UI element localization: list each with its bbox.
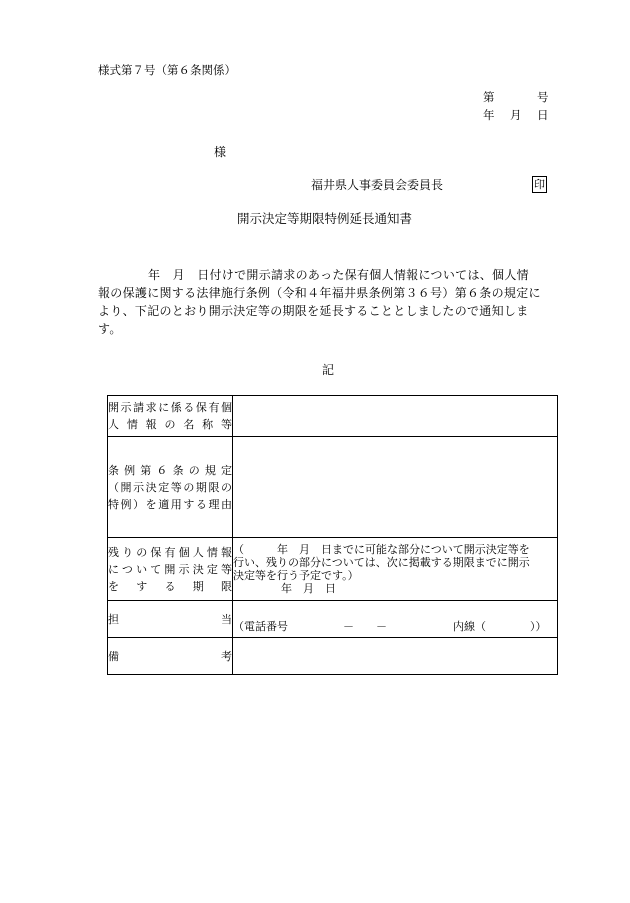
- document-number-label: 第: [483, 90, 495, 104]
- ki-heading: 記: [322, 363, 335, 377]
- date-day: 日: [537, 108, 549, 122]
- remarks-value[interactable]: [233, 638, 558, 675]
- document-number-suffix: 号: [537, 90, 549, 104]
- row-label-contact: 担 当: [108, 601, 233, 638]
- row-label-deadline: 残りの保有個人情報 について開示決定等 を す る 期 限: [108, 538, 233, 601]
- notice-body-line: 年 月 日付けで開示請求のあった保有個人情報については、個人情: [148, 268, 529, 282]
- phone-line: （電話番号 － － 内線（ ））: [233, 619, 547, 633]
- table-row: [108, 538, 558, 601]
- target-info-value[interactable]: [233, 396, 558, 437]
- notice-body-line: 報の保護に関する法律施行条例（令和４年福井県条例第３６号）第６条の規定に: [98, 286, 541, 300]
- table-row: [108, 638, 558, 675]
- notice-body-line: より、下記のとおり開示決定等の期限を延長することとしましたので通知しま: [98, 304, 529, 318]
- details-table: [107, 395, 558, 675]
- seal-mark: 印: [532, 176, 547, 193]
- notice-body: [98, 266, 560, 338]
- sender-title: 福井県人事委員会委員長: [311, 178, 444, 192]
- deadline-value[interactable]: [233, 538, 558, 601]
- contact-value[interactable]: [233, 601, 558, 638]
- notice-title: 開示決定等期限特例延長通知書: [237, 211, 413, 226]
- row-label-reason: 条 例 第 ６ 条 の 規 定 （開示決定等の期限の 特例）を適用する理由: [108, 437, 233, 538]
- table-row: [108, 601, 558, 638]
- table-row: [108, 396, 558, 437]
- date-month: 月: [510, 108, 522, 122]
- form-number: 様式第７号（第６条関係）: [98, 63, 236, 77]
- row-label-target-info: 開示請求に係る保有個 人 情 報 の 名 称 等: [108, 396, 233, 437]
- deadline-text-line: （ 年 月 日までに可能な部分について開示決定等を: [233, 543, 530, 556]
- reason-value[interactable]: [233, 437, 558, 538]
- table-row: [108, 437, 558, 538]
- deadline-text-line: 決定等を行う予定です。）: [233, 569, 359, 582]
- deadline-date: 年 月 日: [281, 582, 336, 595]
- notice-body-line: す。: [98, 322, 122, 336]
- recipient-honorific: 様: [214, 145, 227, 159]
- date-year: 年: [483, 108, 495, 122]
- deadline-text-line: 行い、残りの部分については、次に掲載する期限までに開示: [233, 556, 530, 569]
- row-label-remarks: 備 考: [108, 638, 233, 675]
